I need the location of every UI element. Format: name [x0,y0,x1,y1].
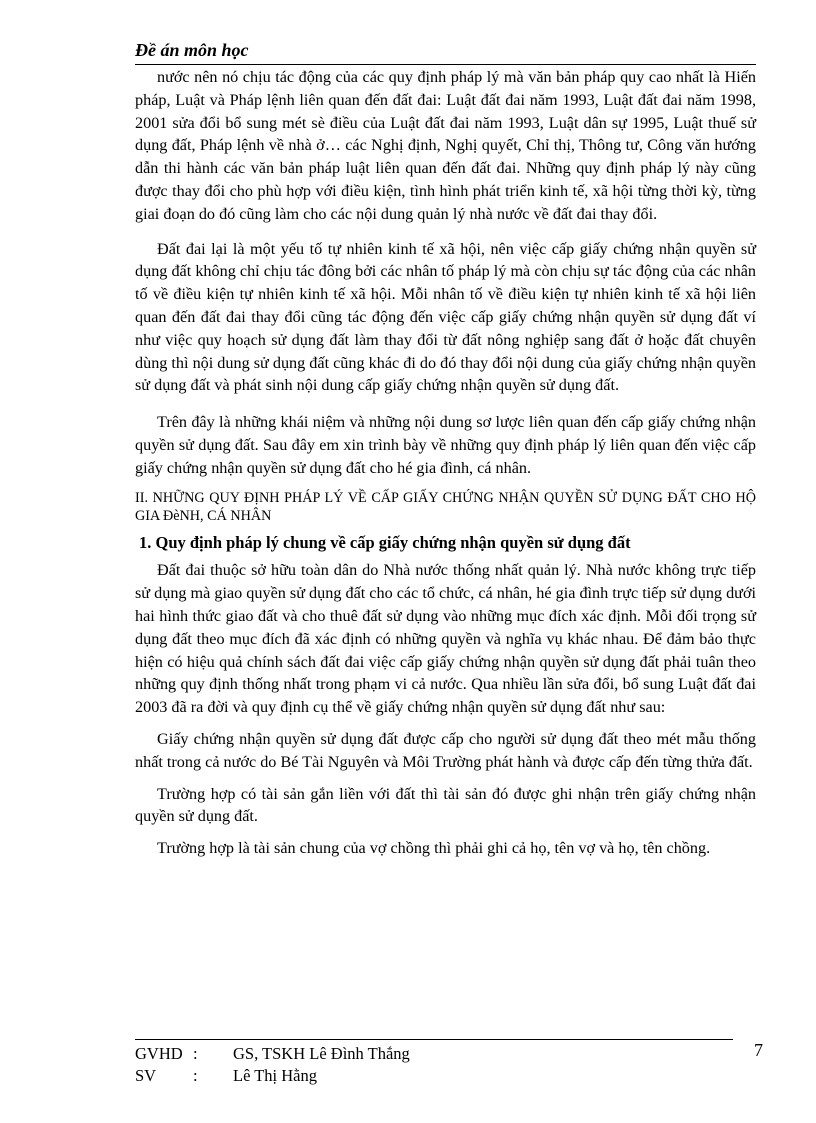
footer-divider [135,1039,733,1040]
footer [135,1043,756,1087]
document-body [135,66,756,860]
page-number: 7 [754,1040,763,1060]
paragraph-6: Trường hợp có tài sản gắn liền với đất thì tài sản đó được ghi nhận trên giấy chứng nhận quyền sử dụng đất. [135,784,756,826]
supervisor-colon: : [193,1044,198,1063]
section-heading: II. NHỮNG QUY ĐỊNH PHÁP LÝ VỀ CẤP GIẤY CHỨNG NHẬN QUYỀN SỬ DỤNG ĐẤT CHO HỘ GIA ĐèNH, CÁ NHÂN [135,489,756,525]
header-title: Đề án môn học [135,40,249,60]
footer-supervisor-row [135,1043,756,1065]
paragraph-1: nước nên nó chịu tác động của các quy định pháp lý mà văn bản pháp quy cao nhất là Hiến pháp, Luật và Pháp lệnh liên quan đến đất đai: Luật đất đai năm 1993, Luật đất đai năm 1998, 2001 sửa đổi bổ sung mét sè điều của Luật đất đai năm 1993, Luật dân sự 1995, Luật thuế sử dụng đất, Pháp lệnh về nhà ở… các Nghị định, Nghị quyết, Chỉ thị, Thông tư, Công văn hướng dẫn thi hành các văn bản pháp luật liên quan đến đất đai. Những quy định pháp lý này cũng được thay đổi cho phù hợp với điều kiện, tình hình phát triển kinh tế, xã hội từng thời kỳ, từng giai đoạn do đó cũng làm cho các nội dung quản lý nhà nước về đất đai thay đổi. [135,68,756,223]
student-name: Lê Thị Hằng [233,1066,318,1085]
supervisor-label: GVHD [135,1044,183,1063]
subsection-heading: 1. Quy định pháp lý chung về cấp giấy chứng nhận quyền sử dụng đất [139,532,631,552]
paragraph-7: Trường hợp là tài sản chung của vợ chồng thì phải ghi cả họ, tên vợ và họ, tên chồng. [157,839,711,858]
supervisor-name: GS, TSKH Lê Đình Thắng [233,1044,410,1063]
paragraph-5: Giấy chứng nhận quyền sử dụng đất được cấp cho người sử dụng đất theo mét mẫu thống nhất trong cả nước do Bé Tài Nguyên và Môi Trường phát hành và được cấp đến từng thửa đất. [135,729,756,771]
footer-student-row [135,1065,756,1087]
paragraph-2: Đất đai lại là một yếu tố tự nhiên kinh tế xã hội, nên việc cấp giấy chứng nhận quyền sử dụng đất không chỉ chịu tác đông bởi các nhân tố pháp lý mà còn chịu sự tác động của các nhân tố về điều kiện tự nhiên kinh tế xã hội. Mỗi nhân tố về điều kiện tự nhiên kinh tế xã hội liên quan đến đất đai thay đổi cũng tác động đến việc cấp giấy chứng nhận quyền sử dụng đất ví như việc quy hoạch sử dụng đất làm thay đổi từ đất nông nghiệp sang đất ở hoặc đất chuyên dùng thì nội dung sử dụng đất cũng khác đi do đó thay đổi nội dung của giấy chứng nhận quyền sử dụng đất và phát sinh nội dung cấp giấy chứng nhận quyền sử dụng đất. [135,239,756,395]
student-colon: : [193,1066,198,1085]
paragraph-3: Trên đây là những khái niệm và những nội dung sơ lược liên quan đến cấp giấy chứng nhận quyền sử dụng đất. Sau đây em xin trình bày về những quy định pháp lý liên quan đến việc cấp giấy chứng nhận quyền sử dụng đất cho hé gia đình, cá nhân. [135,413,756,477]
paragraph-4: Đất đai thuộc sở hữu toàn dân do Nhà nước thống nhất quản lý. Nhà nước không trực tiếp sử dụng mà giao quyền sử dụng đất cho các tổ chức, cá nhân, hé gia đình trực tiếp sử dụng dưới hai hình thức giao đất và cho thuê đất sử dụng vào những mục đích xác định. Mỗi đối trọng sử dụng đất theo mục đích đã xác định có những quyền và nghĩa vụ khác nhau. Để đảm bảo thực hiện có hiệu quả chính sách đất đai việc cấp giấy chứng nhận quyền sử dụng đất phải tuân theo những quy định thống nhất trong phạm vi cả nước. Qua nhiều lần sửa đổi, bổ sung Luật đất đai 2003 đã ra đời và quy định cụ thể về giấy chứng nhận quyền sử dụng đất như sau: [135,561,756,717]
student-label: SV [135,1066,157,1085]
header-divider [135,64,756,65]
